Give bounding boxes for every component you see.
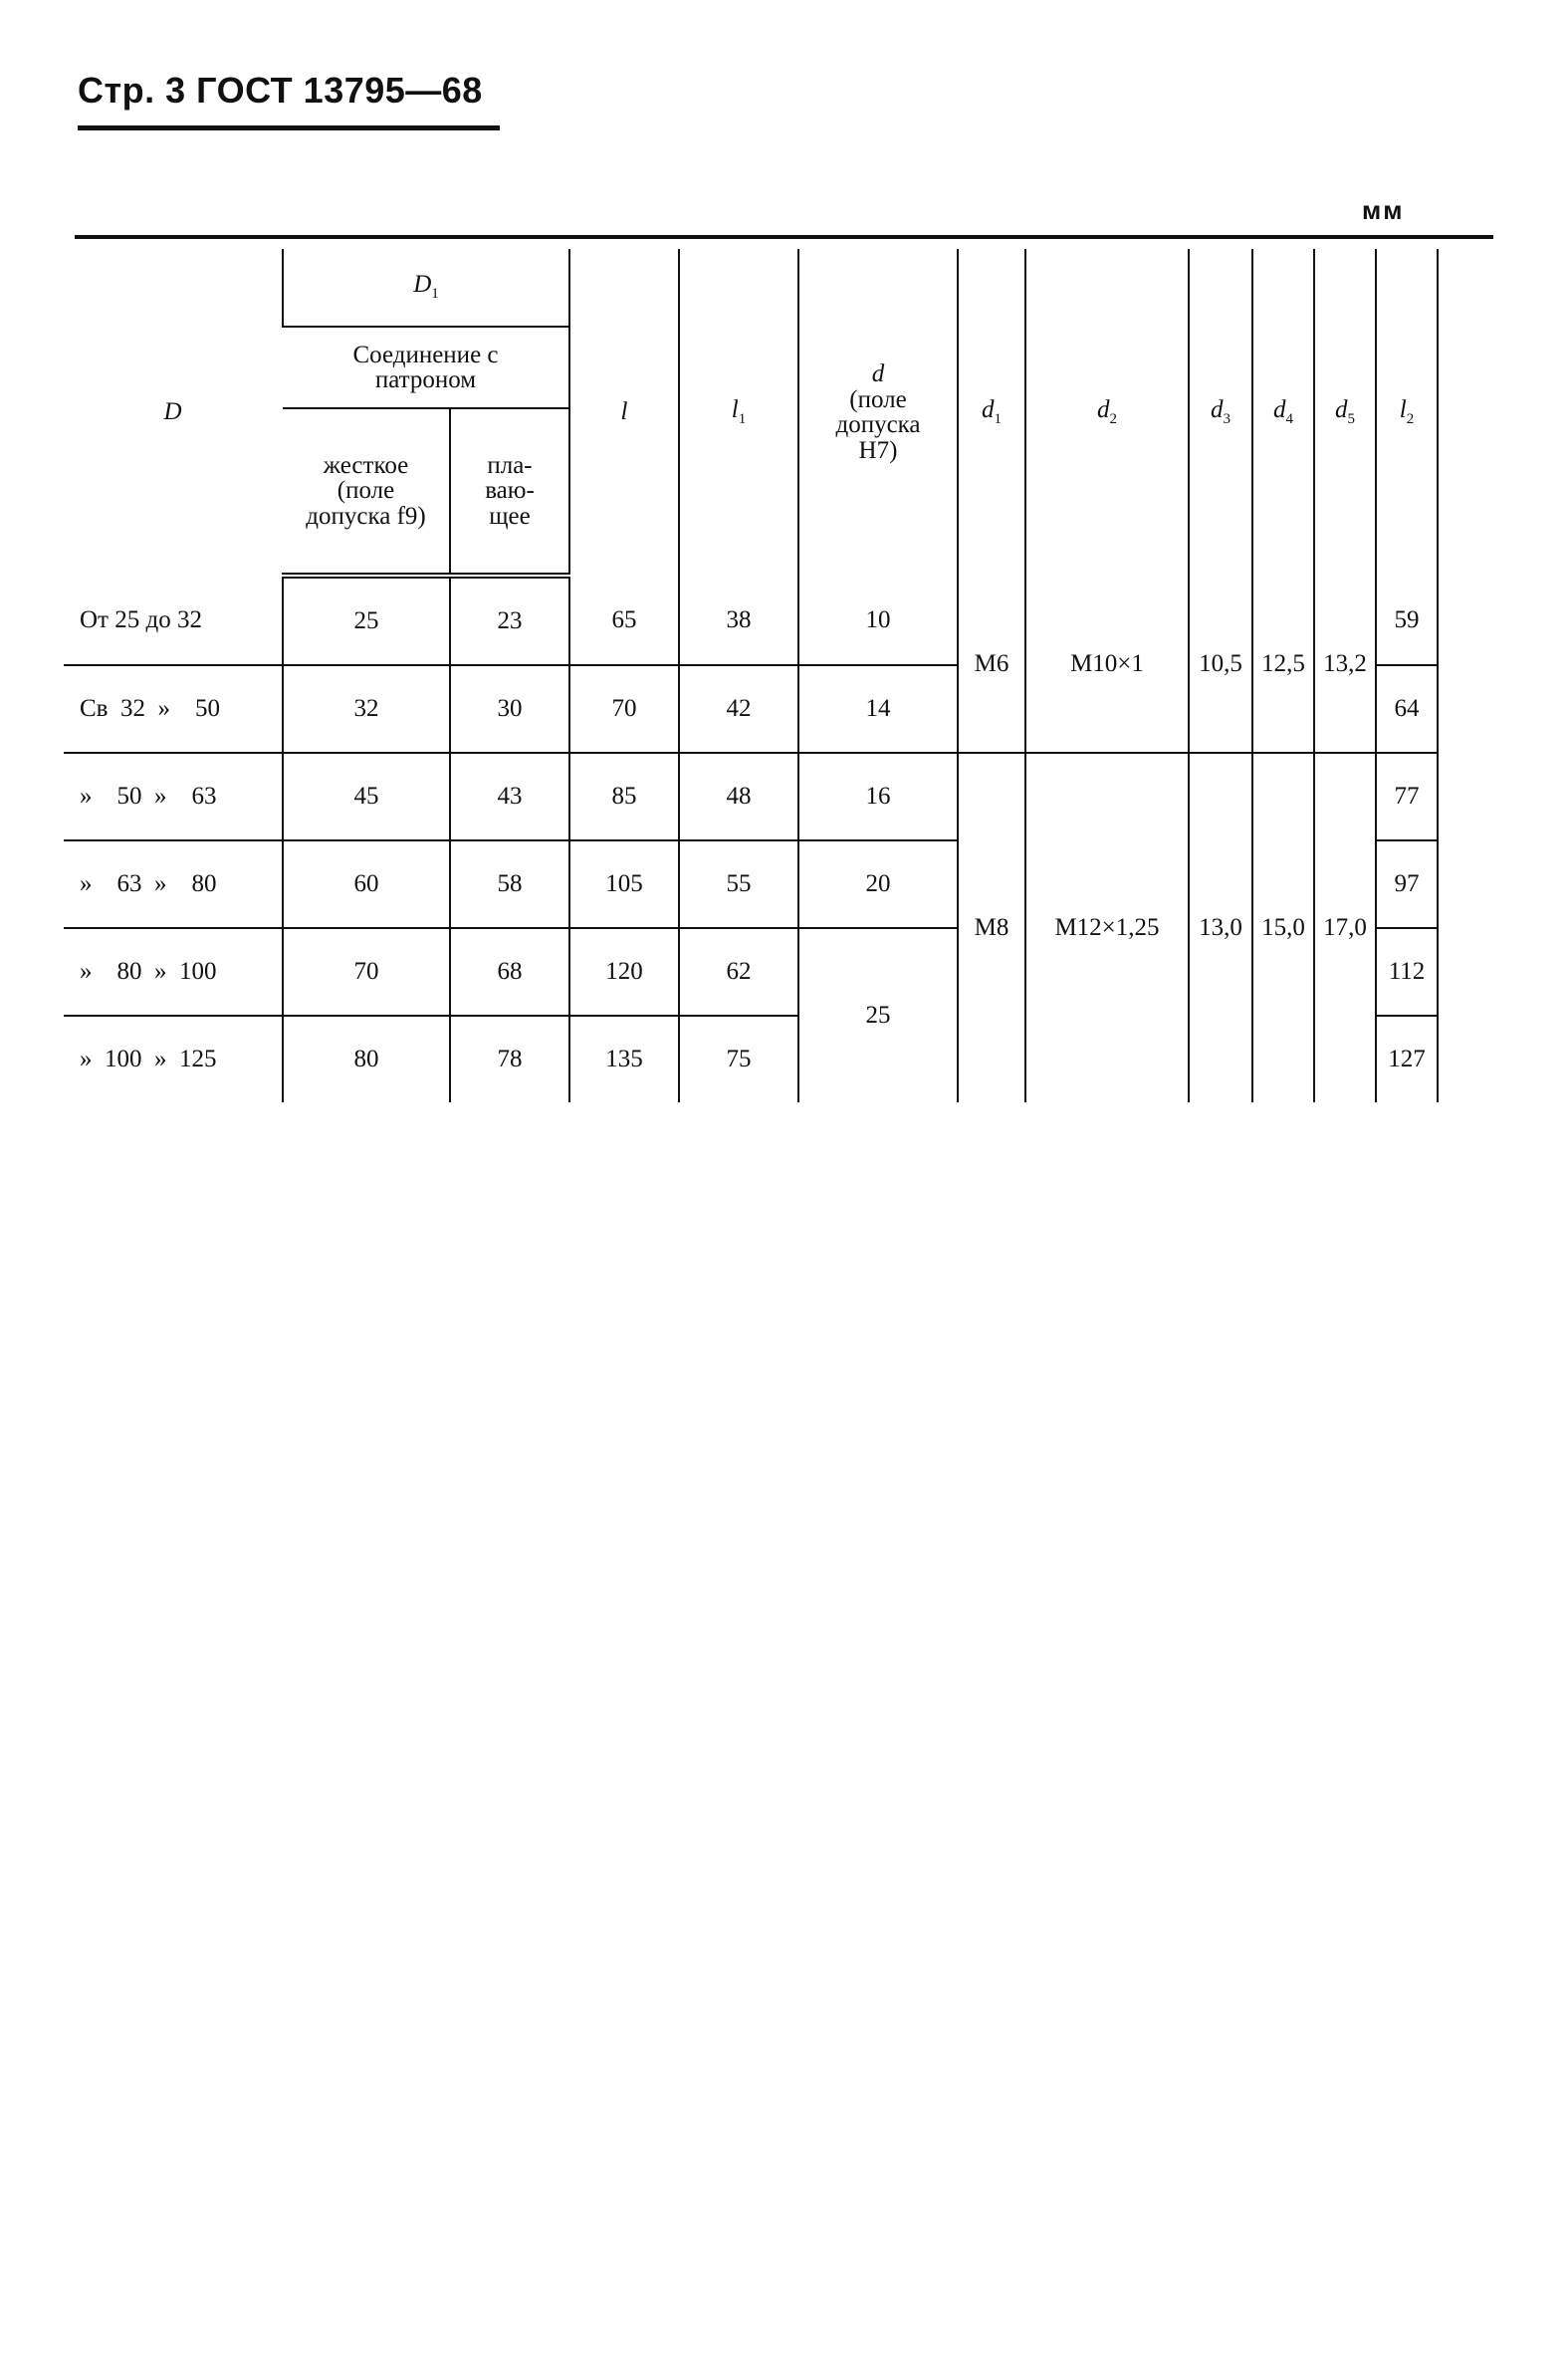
cell-d: 20: [798, 840, 958, 928]
cell-D1-float: 30: [450, 665, 569, 753]
cell-D1-rigid: 70: [283, 928, 450, 1016]
header-blank: [1438, 249, 1493, 576]
cell-l: 85: [569, 753, 679, 840]
cell-D1-rigid: 25: [283, 576, 450, 665]
header-d3: $d_3$: [1189, 249, 1252, 576]
header-d4: $d_4$: [1252, 249, 1314, 576]
cell-blank: [1438, 576, 1493, 665]
cell-l: 105: [569, 840, 679, 928]
cell-D1-rigid: 45: [283, 753, 450, 840]
cell-blank: [1438, 928, 1493, 1016]
header-l1: $l_1$: [679, 249, 798, 576]
table-row: [64, 576, 1493, 665]
header-floating: пла- ваю- щее: [450, 408, 569, 576]
cell-blank: [1438, 1016, 1493, 1102]
cell-d4-group2: 15,0: [1252, 753, 1314, 1102]
cell-d1-group1: M6: [958, 576, 1025, 753]
cell-D: » 63 » 80: [64, 840, 283, 928]
cell-l1: 75: [679, 1016, 798, 1102]
header-D1: $D_1$: [283, 249, 569, 327]
cell-d: 10: [798, 576, 958, 665]
cell-D: » 100 » 125: [80, 1046, 217, 1072]
cell-d5-group2: 17,0: [1314, 753, 1376, 1102]
cell-d2-group2: M12×1,25: [1025, 753, 1189, 1102]
cell-l1: 42: [679, 665, 798, 753]
cell-D1-float: 78: [450, 1016, 569, 1102]
table-row: [64, 753, 1493, 840]
cell-D: Св 32 » 50: [64, 665, 283, 753]
cell-d5-group1: 13,2: [1314, 576, 1376, 753]
dimensions-table-wrap: [64, 249, 1493, 1102]
cell-d: 16: [798, 753, 958, 840]
units-label: мм: [1362, 195, 1405, 225]
cell-l2: 59: [1376, 576, 1438, 665]
header-rule: [78, 125, 500, 130]
header-d: d (поле допуска H7): [798, 249, 958, 576]
cell-D1-rigid: 60: [283, 840, 450, 928]
cell-l: 120: [569, 928, 679, 1016]
cell-l1: 55: [679, 840, 798, 928]
cell-D: » 80 » 100: [64, 928, 283, 1016]
cell-d: 14: [798, 665, 958, 753]
cell-l1: 62: [679, 928, 798, 1016]
table-top-rule: [75, 235, 1493, 239]
header-connection: Соединение с патроном: [283, 327, 569, 408]
cell-D1-rigid: 32: [283, 665, 450, 753]
cell-D1-float: 68: [450, 928, 569, 1016]
header-d1: $d_1$: [958, 249, 1025, 576]
cell-D1-float: 43: [450, 753, 569, 840]
cell-l2: 77: [1376, 753, 1438, 840]
cell-blank: [1438, 753, 1493, 840]
cell-D: От 25 до 32: [64, 576, 283, 665]
header-l: l: [569, 249, 679, 576]
cell-l2: 64: [1376, 665, 1438, 753]
cell-d-group3: 25: [798, 928, 958, 1102]
header-l2: $l_2$: [1376, 249, 1438, 576]
cell-D1-rigid: 80: [283, 1016, 450, 1102]
header-rigid: жесткое (поле допуска f9): [283, 408, 450, 576]
cell-d4-group1: 12,5: [1252, 576, 1314, 753]
cell-d1-group2: M8: [958, 753, 1025, 1102]
cell-blank: [1438, 840, 1493, 928]
cell-l: 135: [569, 1016, 679, 1102]
cell-l1: 38: [679, 576, 798, 665]
cell-D1-float: 58: [450, 840, 569, 928]
cell-l2: 112: [1376, 928, 1438, 1016]
cell-D: » 50 » 63: [64, 753, 283, 840]
cell-l: 65: [569, 576, 679, 665]
cell-l: 70: [569, 665, 679, 753]
header-d2: $d_2$: [1025, 249, 1189, 576]
cell-blank: [1438, 665, 1493, 753]
cell-d2-group1: M10×1: [1025, 576, 1189, 753]
cell-l2: 127: [1376, 1016, 1438, 1102]
cell-l2: 97: [1376, 840, 1438, 928]
cell-l1: 48: [679, 753, 798, 840]
cell-d3-group1: 10,5: [1189, 576, 1252, 753]
cell-d3-group2: 13,0: [1189, 753, 1252, 1102]
header-d-note: (поле допуска H7): [835, 385, 921, 464]
header-D: D: [163, 398, 182, 426]
cell-D1-float: 23: [450, 576, 569, 665]
dimensions-table: [64, 249, 1493, 1102]
header-d5: $d_5$: [1314, 249, 1376, 576]
page-header: Стр. 3 ГОСТ 13795—68: [78, 70, 483, 111]
